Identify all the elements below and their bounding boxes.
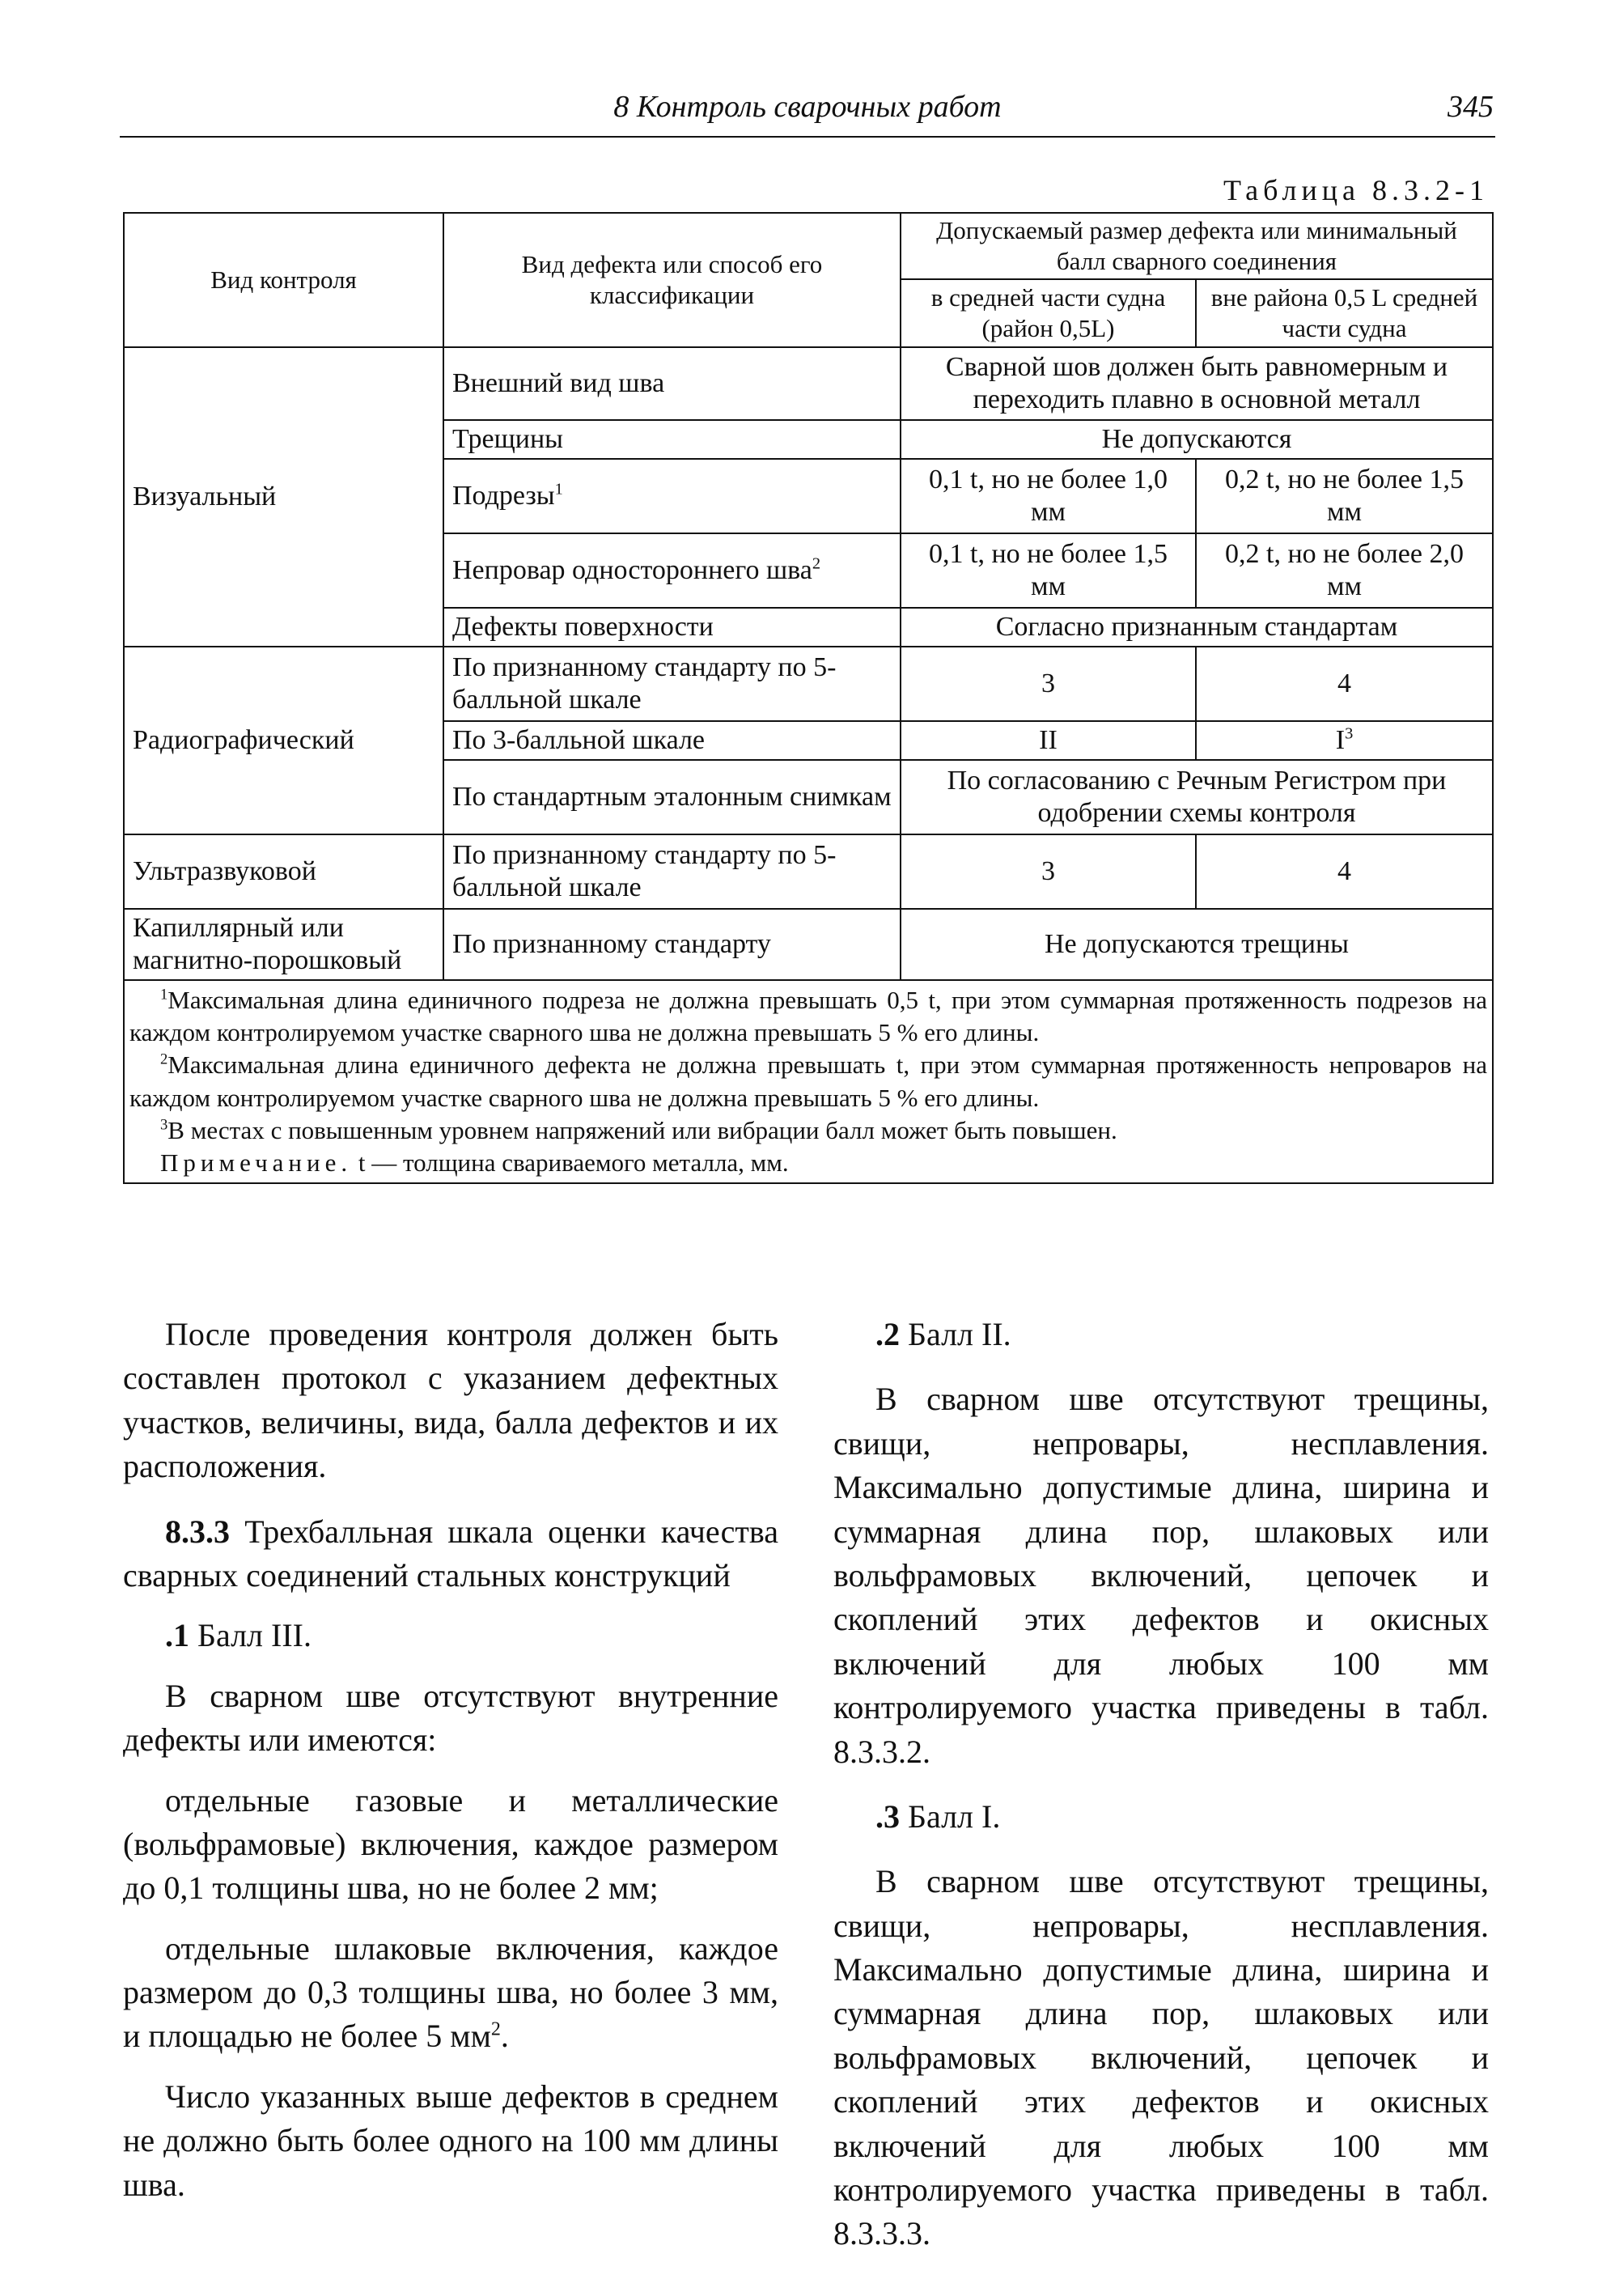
left-paragraph-5: Число указанных выше дефектов в среднем не должно быть более одного на 100 мм длины шва. xyxy=(123,2077,778,2203)
value-radio3-outside xyxy=(1196,721,1493,760)
remark-label: Примечание. xyxy=(160,1148,353,1178)
footnote-ref-3: 3 xyxy=(1345,724,1354,743)
defect-undercuts xyxy=(443,459,901,533)
table-remark xyxy=(129,1147,1487,1179)
left-paragraph-2: В сварном шве отсутствуют внутренние дефекты или имеются: xyxy=(123,1677,778,1759)
defect-lack-of-penetration-label: Непровар одностороннего шва xyxy=(452,554,812,585)
right-column xyxy=(833,1313,1489,2273)
value-radio3-outside-label: I xyxy=(1335,724,1346,755)
footnote-2-text: Максимальная длина единичного дефекта не должна превышать t, при этом суммарная протяженность непроваров на каждом контролируемом участке сварного шва не должна превышать 5 % его длины. xyxy=(129,1050,1487,1112)
item-1-title: Балл III. xyxy=(197,1617,312,1654)
footnote-3-text: В местах с повышенным уровнем напряжений или вибрации балл может быть повышен. xyxy=(167,1115,1117,1144)
item-3-number: .3 xyxy=(875,1797,900,1835)
defect-radiographic-5-scale: По признанному стандарту по 5-балльной шкале xyxy=(443,647,901,721)
defect-undercuts-label: Подрезы xyxy=(452,480,555,511)
left-paragraph-4-end: . xyxy=(500,2018,509,2055)
value-cracks: Не допускаются xyxy=(901,420,1493,459)
item-2-heading xyxy=(833,1313,1489,1356)
item-2-number: .2 xyxy=(875,1316,900,1352)
item-1-number: .1 xyxy=(165,1617,189,1654)
value-ultrasonic-middle: 3 xyxy=(901,834,1196,909)
item-2-title: Балл II. xyxy=(908,1316,1011,1352)
left-paragraph-3: отдельные газовые и металлические (вольфрамовые) включения, каждое размером до 0,1 толщины шва, но не более 2 мм; xyxy=(123,1781,778,1907)
value-penetration-middle: 0,1 t, но не более 1,5 мм xyxy=(901,533,1196,608)
right-paragraph-1: В сварном шве отсутствуют трещины, свищи, непровары, несплавления. Максимально допустимые длина, ширина и суммарная длина пор, шлаковых или вольфрамовых включений, цепочек и скоплений этих дефектов и окисных включений для любых 100 мм контролируемого участка приведены в табл. 8.3.3.2. xyxy=(833,1381,1489,1770)
header-allowed-size: Допускаемый размер дефекта или минимальный балл сварного соединения xyxy=(901,213,1493,279)
running-title: 8 Контроль сварочных работ xyxy=(613,90,1002,124)
defect-lack-of-penetration xyxy=(443,533,901,608)
footnote-ref-1: 1 xyxy=(554,480,563,499)
group-radiographic: Радиографический xyxy=(124,647,443,834)
page-number: 345 xyxy=(1448,90,1494,124)
defect-appearance: Внешний вид шва xyxy=(443,347,901,420)
value-reference-images: По согласованию с Речным Регистром при одобрении схемы контроля xyxy=(901,760,1493,834)
group-ultrasonic: Ультразвуковой xyxy=(124,834,443,909)
header-defect-type: Вид дефекта или способ его классификации xyxy=(443,213,901,347)
item-3-title: Балл I. xyxy=(908,1797,1001,1835)
defect-radiographic-3-scale: По 3-балльной шкале xyxy=(443,721,901,760)
header-control-type: Вид контроля xyxy=(124,213,443,347)
table-notes xyxy=(124,980,1493,1184)
left-paragraph-4 xyxy=(123,1927,778,2059)
value-radio5-middle: 3 xyxy=(901,647,1196,721)
header-outside-part: вне района 0,5 L средней части судна xyxy=(1196,279,1493,347)
item-3-heading xyxy=(833,1795,1489,1839)
section-title: Трехбалльная шкала оценки качества сварных соединений стальных конструкций xyxy=(123,1513,779,1594)
defects-table xyxy=(123,212,1494,1184)
value-ultrasonic-outside: 4 xyxy=(1196,834,1493,909)
left-paragraph-1: После проведения контроля должен быть составлен протокол с указанием дефектных участков, величины, вида, балла дефектов и их расположения. xyxy=(123,1316,778,1485)
footnote-ref-2: 2 xyxy=(812,554,821,573)
value-penetration-outside: 0,2 t, но не более 2,0 мм xyxy=(1196,533,1493,608)
footnote-2-mark: 2 xyxy=(160,1050,168,1068)
footnote-1-mark: 1 xyxy=(160,986,168,1004)
defect-capillary: По признанному стандарту xyxy=(443,909,901,980)
section-number: 8.3.3 xyxy=(165,1513,230,1550)
footnote-2 xyxy=(129,1049,1487,1114)
table-caption: Таблица 8.3.2-1 xyxy=(1223,174,1489,206)
value-undercuts-outside: 0,2 t, но не более 1,5 мм xyxy=(1196,459,1493,533)
value-radio3-middle: II xyxy=(901,721,1196,760)
footnote-3-mark: 3 xyxy=(160,1116,168,1134)
superscript-2: 2 xyxy=(490,2019,501,2041)
value-surface: Согласно признанным стандартам xyxy=(901,608,1493,647)
right-paragraph-2: В сварном шве отсутствуют трещины, свищи, непровары, несплавления. Максимально допустимые длина, ширина и суммарная длина пор, шлаковых или вольфрамовых включений, цепочек и скоплений этих дефектов и окисных включений для любых 100 мм контролируемого участка приведены в табл. 8.3.3.3. xyxy=(833,1863,1489,2252)
item-1-heading xyxy=(123,1614,778,1657)
value-radio5-outside: 4 xyxy=(1196,647,1493,721)
defect-cracks: Трещины xyxy=(443,420,901,459)
footnote-3 xyxy=(129,1114,1487,1147)
remark-text: t — толщина свариваемого металла, мм. xyxy=(358,1148,789,1178)
footnote-1 xyxy=(129,984,1487,1050)
value-capillary: Не допускаются трещины xyxy=(901,909,1493,980)
header-middle-part: в средней части судна (район 0,5L) xyxy=(901,279,1196,347)
defect-reference-images: По стандартным эталонным снимкам xyxy=(443,760,901,834)
defect-surface: Дефекты поверхности xyxy=(443,608,901,647)
defect-ultrasonic: По признанному стандарту по 5-балльной шкале xyxy=(443,834,901,909)
value-undercuts-middle: 0,1 t, но не более 1,0 мм xyxy=(901,459,1196,533)
value-appearance: Сварной шов должен быть равномерным и переходить плавно в основной металл xyxy=(901,347,1493,420)
group-visual: Визуальный xyxy=(124,347,443,647)
running-header xyxy=(120,87,1495,138)
group-capillary: Капиллярный или магнитно-порошковый xyxy=(124,909,443,980)
left-paragraph-4-text: отдельные шлаковые включения, каждое размером до 0,3 толщины шва, но более 3 мм, и площадью не более 5 мм xyxy=(123,1929,778,2055)
footnote-1-text: Максимальная длина единичного подреза не должна превышать 0,5 t, при этом суммарная протяженность подрезов на каждом контролируемом участке сварного шва не должна превышать 5 % его длины. xyxy=(129,985,1487,1046)
section-heading-8-3-3 xyxy=(123,1510,778,1598)
left-column xyxy=(123,1313,778,2223)
